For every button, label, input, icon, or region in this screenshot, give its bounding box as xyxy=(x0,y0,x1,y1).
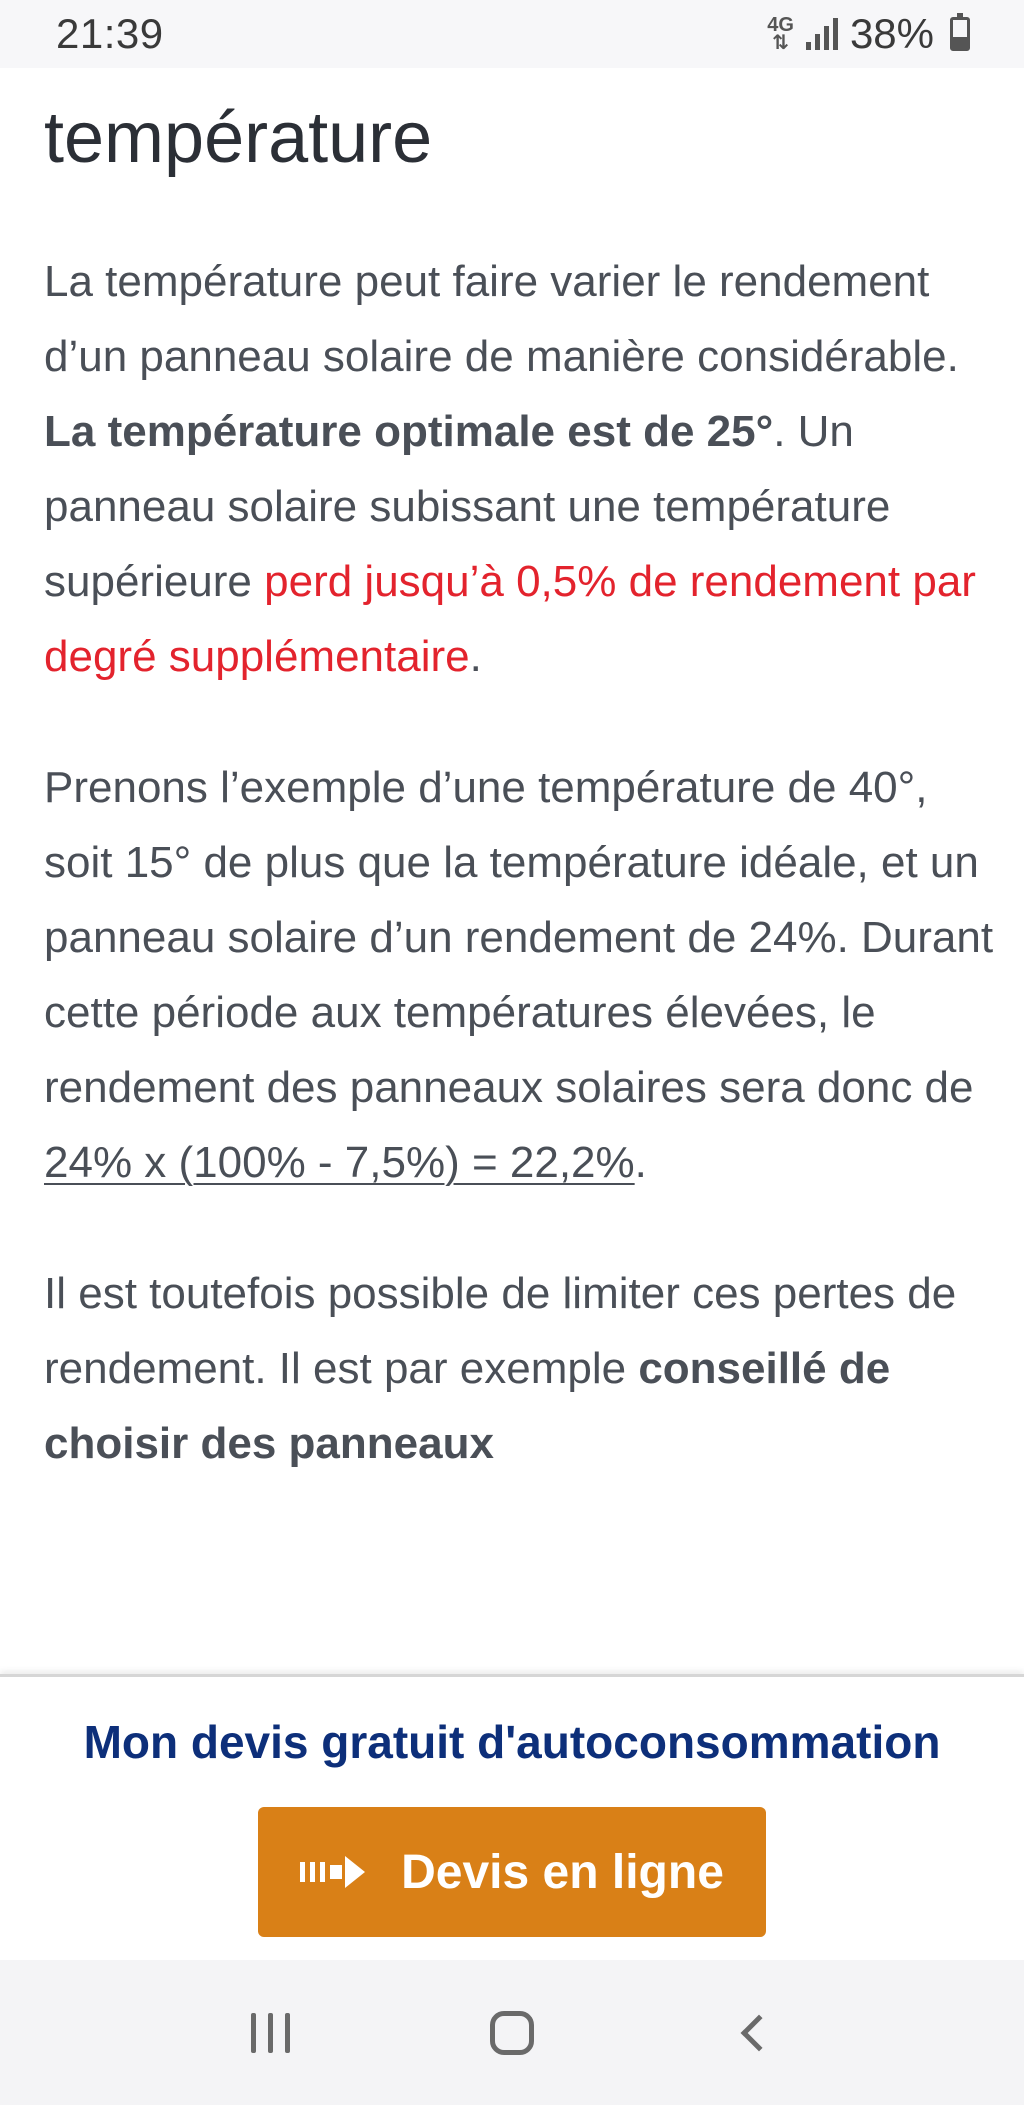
bold-text: conseillé de choisir des panneaux xyxy=(44,1344,891,1468)
signal-strength-icon xyxy=(806,18,838,50)
system-nav-bar xyxy=(0,1960,1024,2105)
cta-title: Mon devis gratuit d'autoconsommation xyxy=(83,1716,941,1768)
recent-apps-icon xyxy=(251,2013,290,2053)
network-type-icon: 4G ⇅ xyxy=(767,14,794,54)
formula-text: 24% x (100% - 7,5%) = 22,2% xyxy=(44,1138,635,1187)
battery-percentage: 38% xyxy=(849,10,934,57)
bold-text: La température optimale est de 25° xyxy=(44,407,774,456)
network-type-label: 4G xyxy=(767,14,794,36)
battery-icon xyxy=(950,17,970,51)
highlighted-text: perd jusqu’à 0,5% de rendement par degré supplémentaire xyxy=(44,557,976,681)
paragraph-limit-losses xyxy=(44,1256,994,1481)
online-quote-button[interactable] xyxy=(258,1807,766,1937)
paragraph-example xyxy=(44,750,994,1200)
paragraph-text: . xyxy=(634,1138,647,1187)
status-indicators xyxy=(767,10,970,58)
cta-banner xyxy=(0,1674,1024,1960)
recent-apps-button[interactable] xyxy=(226,1988,316,2078)
section-heading: température xyxy=(44,98,433,178)
paragraph-text: . xyxy=(469,632,482,681)
paragraph-text: Prenons l’exemple d’une température de 40°, soit 15° de plus que la température idéale, et un panneau solaire d’un rendement de 24%. Durant cette période aux températures élevées, le rendement des panneaux solaires sera donc de xyxy=(44,763,994,1112)
back-button[interactable] xyxy=(708,1988,798,2078)
article-content xyxy=(44,68,994,1481)
paragraph-text: La température peut faire varier le rendement d’un panneau solaire de manière considérable. xyxy=(44,257,959,381)
paragraph-text: Il est toutefois possible de limiter ces pertes de rendement. Il est par exemple xyxy=(44,1269,957,1393)
paragraph-text: . Un panneau solaire subissant une température supérieure xyxy=(44,407,891,606)
online-quote-button-label: Devis en ligne xyxy=(401,1845,724,1899)
status-time: 21:39 xyxy=(56,10,164,57)
home-icon xyxy=(490,2011,534,2055)
status-bar xyxy=(0,0,1024,68)
arrow-right-icon xyxy=(300,1856,365,1888)
back-icon xyxy=(741,2014,778,2051)
paragraph-temperature-effect xyxy=(44,244,994,694)
home-button[interactable] xyxy=(467,1988,557,2078)
